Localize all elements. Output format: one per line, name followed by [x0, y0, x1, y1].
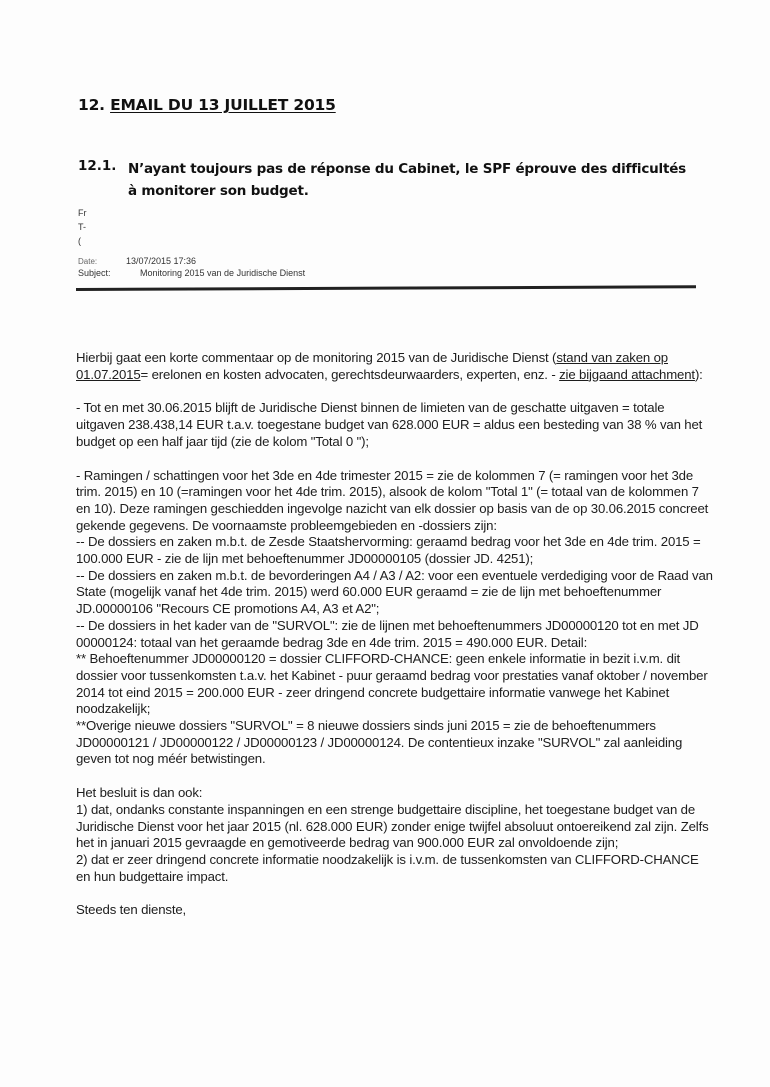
email-from-label: Fr	[78, 208, 87, 218]
problem-item-bevorderingen: -- De dossiers en zaken m.b.t. de bevorderingen A4 / A3 / A2: voor een eventuele verdediging voor de Raad van State (mogelijk vanaf het 4de trim. 2015) werd 60.000 EUR geraamd = zie de lijn met behoeftenummer JD.00000106 "Recours CE promotions A4, A3 et A2";	[76, 567, 713, 617]
email-subject-value: Monitoring 2015 van de Juridische Dienst	[140, 268, 306, 278]
conclusion-intro: Het besluit is dan ook:	[76, 785, 203, 801]
conclusion-2: 2) dat er zeer dringend concrete informatie noodzakelijk is i.v.m. de tussenkomsten van CLIFFORD-CHANCE en hun budgettaire impact.	[76, 851, 699, 884]
email-subject-label: Subject:	[78, 268, 111, 278]
header-divider	[76, 285, 696, 291]
intro-text: Hierbij gaat een korte commentaar op de monitoring 2015 van de Juridische Dienst (	[76, 350, 557, 365]
closing-line: Steeds ten dienste,	[76, 902, 187, 918]
conclusion-1: 1) dat, ondanks constante inspanningen en een strenge budgettaire discipline, het toegestane budget van de Juridische Dienst voor het jaar 2015 (nl. 628.000 EUR) zonder enige twijfel absoluut ontoereikend zal zijn. Zelfs het in januari 2015 gevraagde en gemotiveerde bedrag van 900.000 EUR zal onvoldoende zijn;	[76, 801, 709, 851]
estimates-paragraph: - Ramingen / schattingen voor het 3de en 4de trimester 2015 = zie de kolommen 7 (= ramingen voor het 3de trim. 2015) en 10 (=ramingen voor het 4de trim. 2015), alsook de kolom "Total 1" (= totaal van de kolommen 7 en 10). Deze ramingen geschiedden ingevolge nazicht van elk dossier op basis van de op 30.06.2015 concreet gekende gegevens. De voornaamste probleemgebieden en -dossiers zijn:	[76, 467, 709, 533]
survol-detail-other: **Overige nieuwe dossiers "SURVOL" = 8 nieuwe dossiers sinds juni 2015 = zie de behoeftenummers JD00000121 / JD00000122 / JD00000123 / JD00000124. De contentieux inzake "SURVOL" zal aanleiding geven tot nog méér betwistingen.	[76, 718, 683, 767]
section-title: EMAIL DU 13 JUILLET 2015	[110, 96, 336, 114]
email-body	[76, 350, 716, 919]
survol-detail-clifford-chance: ** Behoeftenummer JD00000120 = dossier CLIFFORD-CHANCE: geen enkele informatie in bezit i.v.m. dit dossier voor tussenkomsten t.a.v. het Kabinet - puur geraamd bedrag voor prestaties vanaf oktober / november 2014 tot eind 2015 = 200.000 EUR - zeer dringend concrete budgettaire informatie vanwege het Kabinet noodzakelijk;	[76, 651, 708, 717]
section-number: 12.	[78, 96, 105, 114]
problem-item-survol: -- De dossiers in het kader van de "SURVOL": zie de lijnen met behoeftenummers JD00000120 tot en met JD 00000124: totaal van het geraamde bedrag 3de en 4de trim. 2015 = 490.000 EUR. Detail:	[76, 617, 699, 650]
email-to-label: T-	[78, 222, 86, 232]
subsection-number: 12.1.	[78, 158, 117, 174]
attachment-reference: zie bijgaand attachment	[559, 366, 695, 382]
section-heading	[78, 96, 336, 114]
email-date-value: 13/07/2015 17:36	[126, 256, 197, 266]
problem-item-staatshervorming: -- De dossiers en zaken m.b.t. de Zesde Staatshervorming: geraamd bedrag voor het 3de en 4de trim. 2015 = 100.000 EUR - zie de lijn met behoeftenummer JD00000105 (dossier JD. 4251);	[76, 534, 701, 567]
intro-text-end: ):	[694, 366, 703, 382]
subsection-title: N’ayant toujours pas de réponse du Cabinet, le SPF éprouve des difficultés à monitorer son budget.	[128, 161, 687, 199]
status-reference: stand van zaken op 01.07.2015	[76, 350, 668, 382]
email-cc-label: (	[78, 236, 81, 246]
intro-paragraph	[76, 350, 716, 383]
email-date-label: Date:	[78, 257, 98, 266]
intro-text-cont: = erelonen en kosten advocaten, gerechtsdeurwaarders, experten, enz. -	[140, 366, 560, 382]
spending-paragraph: - Tot en met 30.06.2015 blijft de Juridische Dienst binnen de limieten van de geschatte uitgaven = totale uitgaven 238.438,14 EUR t.a.v. toegestane budget van 628.000 EUR = aldus een besteding van 38 % van het budget op een half jaar tijd (zie de kolom "Total 0 ");	[76, 400, 703, 449]
